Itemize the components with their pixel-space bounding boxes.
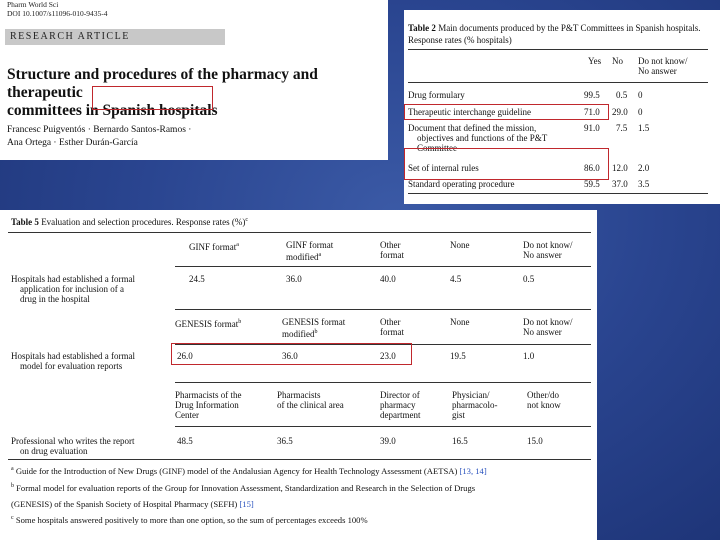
cell-dk: 2.0 <box>638 163 650 173</box>
footnote-b-cont: (GENESIS) of the Spanish Society of Hospital Pharmacy (SEFH) [15] <box>11 499 254 509</box>
row-label-line-2: objectives and functions of the P&T <box>417 133 548 143</box>
cell-yes: 59.5 <box>584 179 600 189</box>
journal-info <box>7 0 108 18</box>
header-do-not-know: Do not know/ No answer <box>523 240 573 260</box>
header-physician: Physician/ pharmacolo- gist <box>452 390 498 420</box>
cell-value: 36.0 <box>286 274 302 284</box>
cell-no: 12.0 <box>612 163 628 173</box>
cell-yes: 99.5 <box>584 90 600 100</box>
article-type-banner <box>5 29 225 45</box>
cell-value: 40.0 <box>380 274 396 284</box>
cell-no: 7.5 <box>616 123 628 133</box>
cell-value: 1.0 <box>523 351 535 361</box>
table-2-caption-text: Main documents produced by the P&T Committees in Spanish hospitals. Response rates (% hospitals) <box>408 23 701 45</box>
authors-line-1: Francesc Puigventós · Bernardo Santos-Ramos · <box>7 125 192 135</box>
header-ginf-modified: GINF format modified$^a$ <box>286 240 334 262</box>
footnote-b-ref[interactable]: [15] <box>239 499 254 509</box>
cell-value: 39.0 <box>380 436 396 446</box>
title-line-2: committees in Spanish hospitals <box>7 102 218 119</box>
row-label: Standard operating procedure <box>408 179 515 189</box>
highlight-box-interchange-guideline <box>404 104 609 120</box>
header-director: Director of pharmacy department <box>380 390 421 420</box>
highlight-box-mission-document <box>404 148 609 180</box>
cell-value: 15.0 <box>527 436 543 446</box>
row-label: Hospitals had established a formal application for inclusion of a drug in the hospital <box>11 274 135 304</box>
table-2-header-dk <box>638 56 688 76</box>
table-2-header-yes: Yes <box>588 56 602 66</box>
table-2-label: Table 2 <box>408 23 436 33</box>
cell-value: 48.5 <box>177 436 193 446</box>
row-label: Therapeutic interchange guideline <box>408 107 531 117</box>
cell-dk: 3.5 <box>638 179 650 189</box>
header-other-do-not-know: Other/do not know <box>527 390 561 410</box>
footnote-b: $^b$ Formal model for evaluation reports of the Group for Innovation Assessment, Standardization and Research in the Selection of Drugs <box>11 483 476 493</box>
footnote-c: $^c$ Some hospitals answered positively to more than one option, so the sum of percentages exceeds 100% <box>11 515 368 525</box>
footnote-a: $^a$ Guide for the Introduction of New Drugs (GINF) model of the Andalusian Agency for Health Technology Assessment (AETSA) [13, 14] <box>11 466 487 476</box>
cell-value: 36.0 <box>282 351 298 361</box>
cell-dk: 0 <box>638 107 643 117</box>
table-2-header-no: No <box>612 56 623 66</box>
article-authors <box>7 124 307 150</box>
title-line-1: Structure and procedures of the pharmacy and therapeutic <box>7 66 318 101</box>
table-5-caption <box>11 217 248 227</box>
row-label: Drug formulary <box>408 90 465 100</box>
cell-value: 16.5 <box>452 436 468 446</box>
authors-line-2: Ana Ortega · Esther Durán-García <box>7 138 138 148</box>
journal-name: Pharm World Sci <box>7 0 59 9</box>
cell-no: 29.0 <box>612 107 628 117</box>
highlight-box-spanish-hospitals <box>92 86 213 110</box>
row-label-line-3: Committee <box>417 143 457 153</box>
highlight-box-genesis-values <box>171 343 412 365</box>
row-label-line-1: Document that defined the mission, <box>408 123 537 133</box>
cell-value: 24.5 <box>189 274 205 284</box>
article-type-label: RESEARCH ARTICLE <box>10 31 130 42</box>
doi-text: DOI 10.1007/s11096-010-9435-4 <box>7 9 108 18</box>
cell-no: 37.0 <box>612 179 628 189</box>
footnote-a-refs[interactable]: [13, 14] <box>459 466 487 476</box>
header-do-not-know-2: Do not know/ No answer <box>523 317 573 337</box>
cell-yes: 86.0 <box>584 163 600 173</box>
header-pharmacists-dic: Pharmacists of the Drug Information Center <box>175 390 242 420</box>
cell-value: 4.5 <box>450 274 462 284</box>
cell-dk: 1.5 <box>638 123 650 133</box>
header-genesis-modified: GENESIS format modified$^b$ <box>282 317 346 339</box>
cell-value: 36.5 <box>277 436 293 446</box>
cell-yes: 91.0 <box>584 123 600 133</box>
header-none: None <box>450 240 470 250</box>
table-2-header-dk-1: Do not know/ <box>638 56 688 66</box>
header-other-format: Other format <box>380 240 404 260</box>
cell-value: 26.0 <box>177 351 193 361</box>
article-header-panel <box>0 0 388 160</box>
header-ginf-format: GINF format$^a$ <box>189 242 239 252</box>
cell-value: 23.0 <box>380 351 396 361</box>
table-2-caption <box>408 22 708 46</box>
row-label: Professional who writes the report on drug evaluation <box>11 436 135 456</box>
cell-no: 0.5 <box>616 90 628 100</box>
row-label: Hospitals had established a formal model for evaluation reports <box>11 351 135 371</box>
row-label: Set of internal rules <box>408 163 479 173</box>
header-other-format-2: Other format <box>380 317 404 337</box>
cell-yes: 71.0 <box>584 107 600 117</box>
cell-value: 19.5 <box>450 351 466 361</box>
table-2-header-dk-2: No answer <box>638 66 677 76</box>
header-genesis-format: GENESIS format$^b$ <box>175 319 242 329</box>
header-none-2: None <box>450 317 470 327</box>
table-2-panel <box>404 10 720 204</box>
header-pharmacists-clinical: Pharmacists of the clinical area <box>277 390 344 410</box>
table-5-label: Table 5 <box>11 217 39 227</box>
caption-footnote-mark: c <box>245 217 249 223</box>
cell-value: 0.5 <box>523 274 535 284</box>
table-5-panel <box>0 210 597 540</box>
table-5-caption-text: Evaluation and selection procedures. Response rates (%) <box>41 217 246 227</box>
cell-dk: 0 <box>638 90 643 100</box>
